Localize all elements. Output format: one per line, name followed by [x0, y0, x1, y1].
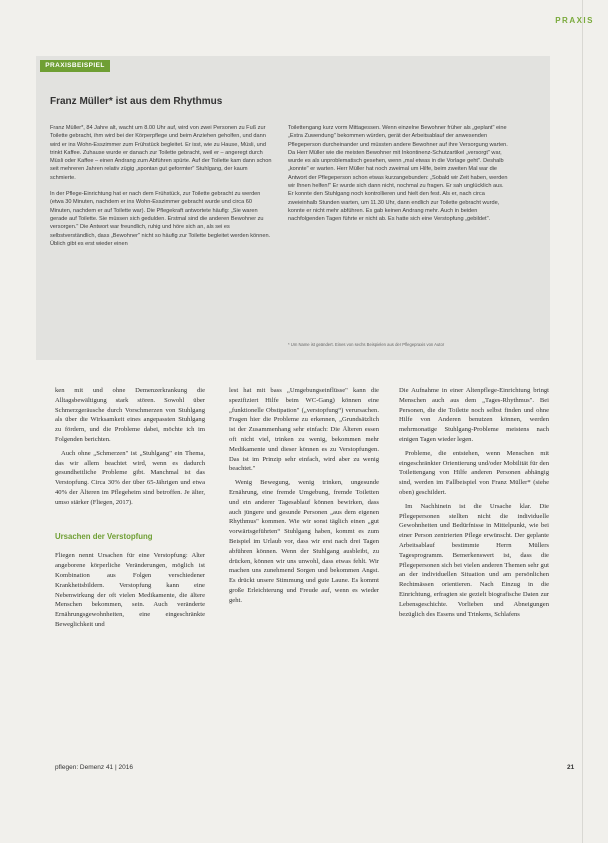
box-column-left [50, 124, 272, 256]
article-column-3 [399, 386, 549, 623]
article-paragraph: Auch ohne „Schmerzen" ist „Stuhlgang" ein Thema, das wir allem beachtet wird, wenn es dadurch gesundheitliche Probleme gibt. Manchmal ist das Verstopfung. Circa 30% der über 65-Jährigen und etwa 40% der Älteren im Pflegeheim sind betroffen. Je älter, umso stärker (Fliegen, 2017). [55, 449, 205, 506]
article-paragraph: ken mit und ohne Demenzerkrankung die Alltagsbewältigung stark stören. Sowohl über Schmerzgeräusche durch Vorschmerzen von Stuhlgang als über die Wirksamkeit eines angepassten Stuhlgang zu fördern, und die Probleme dabei, möchte ich im Folgenden berichten. [55, 387, 205, 443]
box-paragraph: Toilettengang kurz vorm Mittagessen. Wenn einzelne Bewohner früher als „geplant" eine „Extra Zuwendung" bekommen würden, gerät der Arbeitsablauf der anwesenden Pflegeperson durcheinander und müssten andere Bewohner auf ihre Versorgung warten. Da Herr Müller wie die meisten Bewohner mit Inkontinenz-Schutzartikel „versorgt" war, wurde es als unproblematisch gesehen, wenn „mal etwas in die Vorlage geht". Deshalb „konnte" er warten. Herr Müller hat noch zweimal um Hilfe, beim zweiten Mal war die Antwort der Pflegeperson schon etwas kurzangebunden: „Sobald wir Zeit haben, werden wir Ihnen helfen!" Er wurde sich dann nicht, nochmal zu fragen. Er sah unglücklich aus. Er konnte den Stuhlgang noch kontrollieren und hielt den fest. Als er, nach circa zweieinhalb Stunden warten, um 11.30 Uhr, dann endlich zur Toilette gebracht wurde, konnte er nicht mehr abführen. Es gab keinen Andrang mehr. Auch in beiden nachfolgenden Tagen führte er nicht ab. Es hatte sich eine Verstopfung „gebildet". [288, 125, 508, 223]
box-paragraph: Franz Müller*, 84 Jahre alt, wacht um 8.00 Uhr auf, wird von zwei Personen zu Fuß zur Toilette gebracht, ihm wird bei der Körperpflege und beim Anziehen geholfen, und dann wird er ins Wohn-Esszimmer zum Frühstück begleitet. Er isst, wie zu Hause, Müsli, und trinkt Kaffee. Zuhause wurde er danach zur Toilette gebracht, weil er – angeregt durch Müsli oder Kaffee – einen Andrang zum Abführen spürte. Auf der Toilette kam dann schon seit mehreren Jahren relativ zügig „spontan gut geformter" Stuhlgang, der kaum schmierte. [50, 125, 272, 181]
section-subheading: Ursachen der Verstopfung [55, 531, 153, 541]
section-tag: PRAXIS [555, 16, 594, 25]
article-paragraph: Fliegen nennt Ursachen für eine Verstopfung: Alter angeborene körperliche Veränderungen, möglich ist Kombination aus Folgen verschiedener Krankheitsbildern. Verstopfung kann eine Nebenwirkung der oft vielen Medikamente, die ältere Menschen bekommen, sein. Auch veränderte Ernährungsgewohnheiten, eine eingeschränkte Beweglichkeit und [55, 552, 205, 628]
article-paragraph: Die Aufnahme in einer Altenpflege-Einrichtung bringt Menschen auch aus dem „Tages-Rhythmus". Bei Personen, die die Toilette noch selbst finden und ohne Hilfe von Anderen benutzen können, werden mehrmonatige Stuhlgang-Probleme meistens nach einigen Tagen wieder legen. [399, 387, 549, 443]
journal-footer: pflegen: Demenz 41 | 2016 [55, 764, 133, 771]
article-paragraph: Im Nachhinein ist die Ursache klar. Die Pflegepersonen stellten nicht die individuelle Gewohnheiten und Bedürfnisse in Mittelpunkt, wie bei einer Person zentrierten Pflege erwünscht. Der geplante Arbeitsablauf bestimmte Herrn Müllers Tagesprogramm. Bemerkenswert ist, dass die Pflegepersonen sich bei vielen anderen Themen sehr gut an der individuellen Situation und am persönlichen Rechtmässen orientieren. Nach Einzug in die Einrichtung, erfragten sie gezielt biografische Daten zur Lebensgeschichte. Vorlieben und Abneigungen bezüglich des Essens und Trinkens, Schlafens [399, 502, 549, 618]
page-number: 21 [567, 764, 575, 771]
article-paragraph: Wenig Bewegung, wenig trinken, ungesunde Ernährung, eine fremde Umgebung, fremde Toiletten und ein anderer Tagesablauf können bewirken, dass auch jüngere und gesunde Personen „aus dem eigenen Rhythmus" kommen. Wie wir sonst täglich einen „gut vorwärtsgeführten“ Stuhlgang haben, kommt es zum Beispiel im Urlaub vor, dass wir erst nach drei Tagen abführen können. Wenn der Stuhlgang ausbleibt, zu drücken, können wir uns unwohl, dass etwas fehlt. Wir machen uns zunehmend Sorgen und bekommen Angst. Es drückt unsere Stimmung und gute Laune. Es kommt große Erleichterung und Freude auf, wenn es wieder geht. [229, 479, 379, 604]
article-paragraph: lest hat mit bass „Umgebungseinflüsse" kann die spezifiziert Hilfe beim WC-Gang) können eine „funktionelle Obstipation" („verstopfung“) verursachen. Fragen hier die Probleme zu erkennen, „Grundsätzlich ist der Zusammenhang sehr einfach: Die Älteren essen oft nicht viel, trinken zu wenig, bekommen mehr Medikamente und dieser können es zu Verstopfungen. Das ist im Prinzip sehr einfach, wird aber zu wenig beachtet." [229, 387, 379, 473]
article-column-1 [55, 386, 205, 634]
article-column-2 [229, 386, 379, 610]
box-label: PRAXISBEISPIEL [40, 60, 110, 72]
box-footnote: * Um Name ist geändert. Eines von sechs Beispielen aus der Pflegepraxis von Autor [288, 342, 445, 347]
page-edge [582, 0, 583, 843]
box-column-right [288, 124, 510, 232]
box-paragraph: In der Pflege-Einrichtung hat er nach dem Frühstück, zur Toilette gebracht zu werden (etwa 30 Minuten, nachdem er ins Wohn-Esszimmer gebracht wurde und circa 60 Minuten, nachdem er auf Toilette war). Die Pflegekraft antwortete häufig: „Sie waren gerade auf Toilette. Sie müssen sich gedulden. Erstmal sind die anderen Bewohner zu versorgen." Die Antwort war freundlich, ruhig und höre sich an, als sei es selbstverständlich, dass „Bewohner" nicht so häufig zur Toilette begleitet werden können. Üblich gibt es erst wieder einen [50, 191, 271, 247]
box-title: Franz Müller* ist aus dem Rhythmus [50, 96, 223, 107]
article-paragraph: Probleme, die entstehen, wenn Menschen mit eingeschränkter Orientierung und/oder Mobilität für den Toilettengang von Hilfe anderen Personen abhängig sind, werden im Fallbeispiel von Franz Müller* (siehe oben) geschildert. [399, 449, 549, 496]
